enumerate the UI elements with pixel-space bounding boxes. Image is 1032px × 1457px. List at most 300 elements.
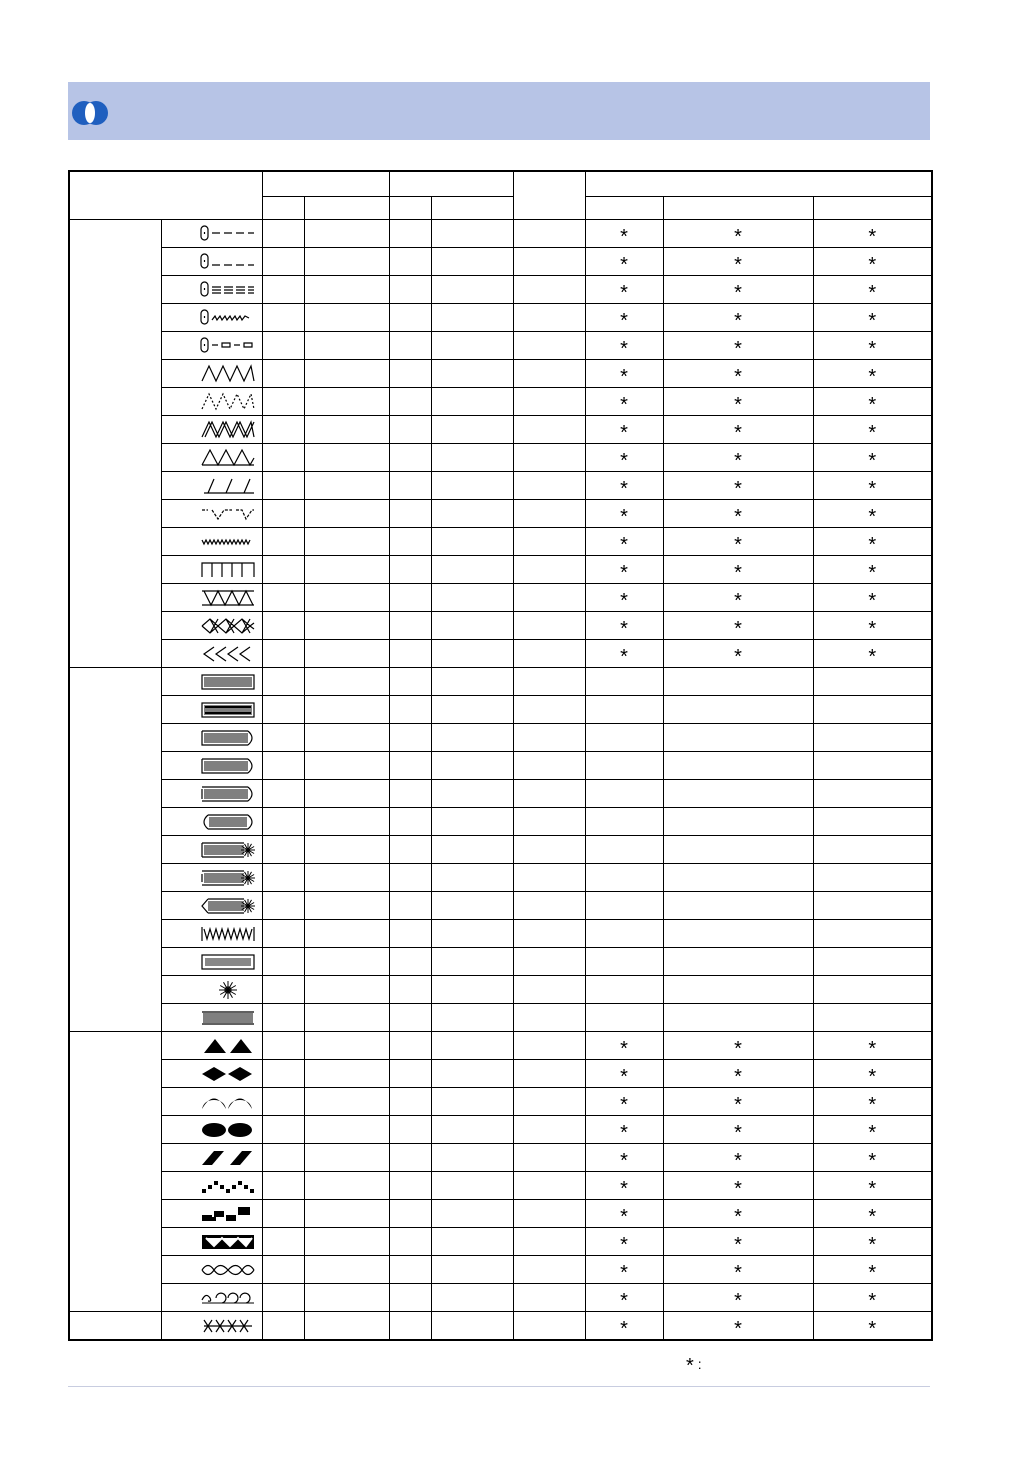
value-cell	[431, 304, 513, 332]
asterisk-mark: *	[620, 617, 628, 640]
mark-cell	[585, 416, 663, 444]
value-cell	[513, 360, 585, 388]
header-group-c	[513, 171, 585, 220]
zigzag-icon	[200, 364, 256, 384]
asterisk-mark: *	[868, 1093, 877, 1116]
value-cell	[262, 1060, 304, 1088]
mark-cell	[585, 584, 663, 612]
value-cell	[389, 864, 431, 892]
asterisk-mark: *	[620, 1121, 628, 1144]
value-cell	[304, 920, 389, 948]
asterisk-mark: *	[868, 1289, 877, 1312]
mark-cell	[663, 892, 813, 920]
mark-cell	[813, 1032, 932, 1060]
buttonhole-tapered-round-icon	[200, 784, 256, 804]
table-row	[69, 1284, 932, 1312]
mark-cell	[585, 1060, 663, 1088]
mark-cell	[663, 500, 813, 528]
value-cell	[262, 1256, 304, 1284]
mark-cell	[585, 920, 663, 948]
value-cell	[513, 1088, 585, 1116]
asterisk-mark: *	[868, 365, 877, 388]
asterisk-mark: *	[734, 1177, 742, 1200]
asterisk-mark: *	[734, 1261, 742, 1284]
asterisk-mark: *	[620, 1233, 628, 1256]
asterisk-mark: *	[734, 225, 742, 248]
value-cell	[513, 556, 585, 584]
asterisk-mark: *	[620, 253, 628, 276]
header-d1	[585, 197, 663, 220]
value-cell	[513, 416, 585, 444]
asterisk-mark: *	[734, 1205, 742, 1228]
asterisk-mark: *	[620, 449, 628, 472]
scallops-icon	[200, 1092, 256, 1112]
asterisk-mark: *	[868, 225, 877, 248]
stitch-icon-cell	[161, 1228, 262, 1256]
value-cell	[431, 1004, 513, 1032]
value-cell	[389, 1032, 431, 1060]
stitch-icon-cell	[161, 1200, 262, 1228]
stitch-icon-cell	[161, 1284, 262, 1312]
asterisk-mark: *	[868, 1317, 877, 1340]
table-row	[69, 416, 932, 444]
value-cell	[389, 388, 431, 416]
value-cell	[389, 892, 431, 920]
asterisk-mark: *	[868, 253, 877, 276]
value-cell	[389, 248, 431, 276]
stitch-icon-cell	[161, 1312, 262, 1341]
mark-cell	[585, 1172, 663, 1200]
mark-cell	[663, 220, 813, 248]
asterisk-mark: *	[620, 337, 628, 360]
table-row	[69, 1032, 932, 1060]
value-cell	[513, 528, 585, 556]
stitch-icon-cell	[161, 724, 262, 752]
mark-cell	[585, 948, 663, 976]
mark-cell	[585, 976, 663, 1004]
mark-cell	[813, 1116, 932, 1144]
header-stitch	[69, 171, 262, 220]
mark-cell	[813, 1200, 932, 1228]
stitch-icon-cell	[161, 1032, 262, 1060]
mark-cell	[663, 1228, 813, 1256]
mark-cell	[585, 752, 663, 780]
wave-icon	[200, 1260, 256, 1280]
header-group-b	[389, 171, 513, 197]
value-cell	[304, 1088, 389, 1116]
group-label-cell	[69, 668, 161, 1032]
mark-cell	[585, 1116, 663, 1144]
value-cell	[431, 780, 513, 808]
table-row	[69, 1228, 932, 1256]
asterisk-mark: *	[868, 393, 877, 416]
value-cell	[304, 276, 389, 304]
value-cell	[431, 416, 513, 444]
value-cell	[389, 1228, 431, 1256]
mark-cell	[663, 332, 813, 360]
value-cell	[304, 472, 389, 500]
value-cell	[304, 444, 389, 472]
value-cell	[513, 920, 585, 948]
asterisk-mark: *	[868, 505, 877, 528]
table-row	[69, 1060, 932, 1088]
mark-cell	[585, 864, 663, 892]
value-cell	[304, 1060, 389, 1088]
asterisk-mark: *	[734, 1317, 742, 1340]
value-cell	[262, 472, 304, 500]
header-a1	[262, 197, 304, 220]
mark-cell	[585, 724, 663, 752]
mark-cell	[585, 1004, 663, 1032]
value-cell	[389, 1004, 431, 1032]
stitch-icon-cell	[161, 836, 262, 864]
value-cell	[431, 696, 513, 724]
value-cell	[431, 892, 513, 920]
footnote-colon: :	[697, 1356, 702, 1372]
asterisk-mark: *	[620, 1317, 628, 1340]
table-row	[69, 556, 932, 584]
value-cell	[389, 360, 431, 388]
blanket-icon	[200, 560, 256, 580]
mark-cell	[663, 556, 813, 584]
table-row	[69, 472, 932, 500]
value-cell	[431, 612, 513, 640]
stitch-icon-cell	[161, 612, 262, 640]
value-cell	[513, 1228, 585, 1256]
mark-cell	[813, 220, 932, 248]
table-row	[69, 1144, 932, 1172]
value-cell	[304, 360, 389, 388]
buttonhole-keyhole-icon	[200, 840, 256, 860]
stitch-icon-cell	[161, 948, 262, 976]
asterisk-mark: *	[868, 337, 877, 360]
mark-cell	[813, 1312, 932, 1341]
mark-cell	[663, 1032, 813, 1060]
value-cell	[513, 948, 585, 976]
value-cell	[389, 304, 431, 332]
mark-cell	[813, 472, 932, 500]
value-cell	[389, 444, 431, 472]
mark-cell	[813, 332, 932, 360]
value-cell	[513, 836, 585, 864]
value-cell	[513, 864, 585, 892]
mark-cell	[813, 640, 932, 668]
value-cell	[262, 304, 304, 332]
value-cell	[389, 1088, 431, 1116]
mark-cell	[585, 276, 663, 304]
stitch-icon-cell	[161, 388, 262, 416]
value-cell	[513, 1200, 585, 1228]
mark-cell	[585, 696, 663, 724]
value-cell	[389, 836, 431, 864]
section-header-band	[68, 82, 930, 140]
asterisk-mark: *	[734, 449, 742, 472]
value-cell	[304, 332, 389, 360]
value-cell	[513, 248, 585, 276]
stitch-icon-cell	[161, 220, 262, 248]
asterisk-mark: *	[620, 421, 628, 444]
value-cell	[513, 332, 585, 360]
mark-cell	[663, 276, 813, 304]
value-cell	[431, 1144, 513, 1172]
stitch-icon-cell	[161, 1088, 262, 1116]
value-cell	[431, 976, 513, 1004]
asterisk-mark: *	[734, 393, 742, 416]
table-row	[69, 892, 932, 920]
value-cell	[389, 276, 431, 304]
mark-cell	[585, 1284, 663, 1312]
mark-cell	[813, 920, 932, 948]
asterisk-mark: *	[620, 645, 628, 668]
value-cell	[513, 584, 585, 612]
stitch-settings-table	[68, 170, 933, 1341]
value-cell	[262, 360, 304, 388]
buttonhole-round-end-icon	[200, 728, 256, 748]
stitch-icon-cell	[161, 416, 262, 444]
value-cell	[262, 808, 304, 836]
value-cell	[513, 1256, 585, 1284]
mark-cell	[585, 500, 663, 528]
value-cell	[513, 1172, 585, 1200]
stitch-icon-cell	[161, 500, 262, 528]
buttonhole-tapered-keyhole-icon	[200, 868, 256, 888]
mark-cell	[663, 752, 813, 780]
diamonds-icon	[200, 1064, 256, 1084]
value-cell	[389, 780, 431, 808]
buttonhole-square-icon	[200, 672, 256, 692]
value-cell	[431, 724, 513, 752]
mark-cell	[813, 1228, 932, 1256]
value-cell	[262, 332, 304, 360]
table-row	[69, 1172, 932, 1200]
stitch-icon-cell	[161, 556, 262, 584]
group-label-cell	[69, 1032, 161, 1312]
asterisk-mark: *	[620, 393, 628, 416]
value-cell	[431, 360, 513, 388]
mark-cell	[663, 1200, 813, 1228]
table-row	[69, 584, 932, 612]
table-row	[69, 248, 932, 276]
table-row	[69, 444, 932, 472]
value-cell	[431, 864, 513, 892]
value-cell	[304, 500, 389, 528]
value-cell	[389, 556, 431, 584]
mark-cell	[585, 472, 663, 500]
value-cell	[389, 612, 431, 640]
value-cell	[262, 388, 304, 416]
mark-cell	[585, 1256, 663, 1284]
value-cell	[304, 1032, 389, 1060]
value-cell	[262, 836, 304, 864]
mark-cell	[813, 556, 932, 584]
value-cell	[513, 276, 585, 304]
table-row	[69, 668, 932, 696]
value-cell	[304, 1312, 389, 1341]
value-cell	[304, 864, 389, 892]
value-cell	[262, 920, 304, 948]
value-cell	[431, 1088, 513, 1116]
mark-cell	[585, 360, 663, 388]
value-cell	[513, 612, 585, 640]
value-cell	[431, 500, 513, 528]
mark-cell	[813, 416, 932, 444]
value-cell	[389, 724, 431, 752]
ovals-icon	[200, 1120, 256, 1140]
mark-cell	[663, 416, 813, 444]
header-d3	[813, 197, 932, 220]
mark-cell	[585, 1200, 663, 1228]
mark-cell	[813, 444, 932, 472]
asterisk-mark: *	[620, 589, 628, 612]
header-b2	[431, 197, 513, 220]
asterisk-mark: *	[734, 533, 742, 556]
straight-center-icon	[200, 252, 256, 272]
stitch-icon-cell	[161, 332, 262, 360]
value-cell	[513, 780, 585, 808]
header-a2	[304, 197, 389, 220]
value-cell	[389, 1284, 431, 1312]
table-row	[69, 808, 932, 836]
table-row	[69, 724, 932, 752]
value-cell	[304, 892, 389, 920]
value-cell	[262, 556, 304, 584]
mark-cell	[585, 556, 663, 584]
value-cell	[431, 668, 513, 696]
value-cell	[431, 836, 513, 864]
overlock-icon	[200, 588, 256, 608]
value-cell	[513, 696, 585, 724]
mark-cell	[813, 1256, 932, 1284]
asterisk-mark: *	[734, 309, 742, 332]
stitch-icon-cell	[161, 304, 262, 332]
mark-cell	[585, 640, 663, 668]
shell-tuck-icon	[200, 532, 256, 552]
mark-cell	[813, 1172, 932, 1200]
value-cell	[431, 388, 513, 416]
value-cell	[262, 640, 304, 668]
stitch-icon-cell	[161, 640, 262, 668]
mark-cell	[585, 304, 663, 332]
value-cell	[513, 304, 585, 332]
stitch-icon-cell	[161, 864, 262, 892]
value-cell	[513, 752, 585, 780]
table-row	[69, 976, 932, 1004]
value-cell	[262, 1228, 304, 1256]
asterisk-mark: *	[620, 533, 628, 556]
value-cell	[389, 528, 431, 556]
mark-cell	[813, 612, 932, 640]
section-logo-icon	[70, 100, 110, 126]
value-cell	[304, 416, 389, 444]
asterisk-mark: *	[868, 1233, 877, 1256]
table-row	[69, 780, 932, 808]
value-cell	[513, 1004, 585, 1032]
mark-cell	[663, 528, 813, 556]
mark-cell	[663, 1256, 813, 1284]
stitch-icon-cell	[161, 444, 262, 472]
buttonhole-pointed-keyhole-icon	[200, 896, 256, 916]
asterisk-mark: *	[734, 1233, 742, 1256]
value-cell	[389, 1312, 431, 1341]
mark-cell	[585, 1144, 663, 1172]
value-cell	[262, 444, 304, 472]
value-cell	[262, 528, 304, 556]
mark-cell	[663, 696, 813, 724]
checker-icon	[200, 1204, 256, 1224]
asterisk-mark: *	[734, 645, 742, 668]
mark-cell	[663, 1116, 813, 1144]
mark-cell	[663, 780, 813, 808]
asterisk-mark: *	[734, 1121, 742, 1144]
mark-cell	[813, 780, 932, 808]
stitch-icon-cell	[161, 752, 262, 780]
asterisk-mark: *	[868, 1037, 877, 1060]
stitch-icon-cell	[161, 1004, 262, 1032]
asterisk-mark: *	[620, 1093, 628, 1116]
stitch-icon-cell	[161, 920, 262, 948]
value-cell	[304, 640, 389, 668]
value-cell	[389, 220, 431, 248]
triple-straight-icon	[200, 280, 256, 300]
mark-cell	[813, 976, 932, 1004]
value-cell	[389, 472, 431, 500]
value-cell	[389, 976, 431, 1004]
mark-cell	[663, 1284, 813, 1312]
header-row-1	[69, 171, 932, 197]
mark-cell	[585, 1088, 663, 1116]
mark-cell	[663, 640, 813, 668]
asterisk-mark: *	[620, 1289, 628, 1312]
value-cell	[513, 444, 585, 472]
value-cell	[389, 1200, 431, 1228]
straight-left-icon	[200, 224, 256, 244]
asterisk-mark: *	[734, 421, 742, 444]
asterisk-mark: *	[868, 1065, 877, 1088]
overcast-zigzag-icon	[200, 448, 256, 468]
asterisk-mark: *	[734, 617, 742, 640]
value-cell	[262, 976, 304, 1004]
value-cell	[262, 220, 304, 248]
value-cell	[304, 696, 389, 724]
blind-hem-stretch-icon	[200, 504, 256, 524]
value-cell	[262, 696, 304, 724]
value-cell	[513, 976, 585, 1004]
header-b1	[389, 197, 431, 220]
mark-cell	[663, 1312, 813, 1341]
table-row	[69, 276, 932, 304]
parallelograms-icon	[200, 1148, 256, 1168]
value-cell	[262, 752, 304, 780]
table-row	[69, 640, 932, 668]
buttonhole-double-round-icon	[200, 812, 256, 832]
mark-cell	[813, 584, 932, 612]
value-cell	[304, 1228, 389, 1256]
value-cell	[262, 584, 304, 612]
value-cell	[389, 1172, 431, 1200]
asterisk-mark: *	[868, 561, 877, 584]
mark-cell	[585, 332, 663, 360]
mark-cell	[813, 948, 932, 976]
value-cell	[304, 668, 389, 696]
mark-cell	[585, 528, 663, 556]
table-row	[69, 500, 932, 528]
asterisk-mark: *	[620, 281, 628, 304]
mark-cell	[585, 808, 663, 836]
mark-cell	[813, 276, 932, 304]
group-label-cell	[69, 220, 161, 668]
value-cell	[304, 1004, 389, 1032]
dotted-zigzag-icon	[200, 392, 256, 412]
